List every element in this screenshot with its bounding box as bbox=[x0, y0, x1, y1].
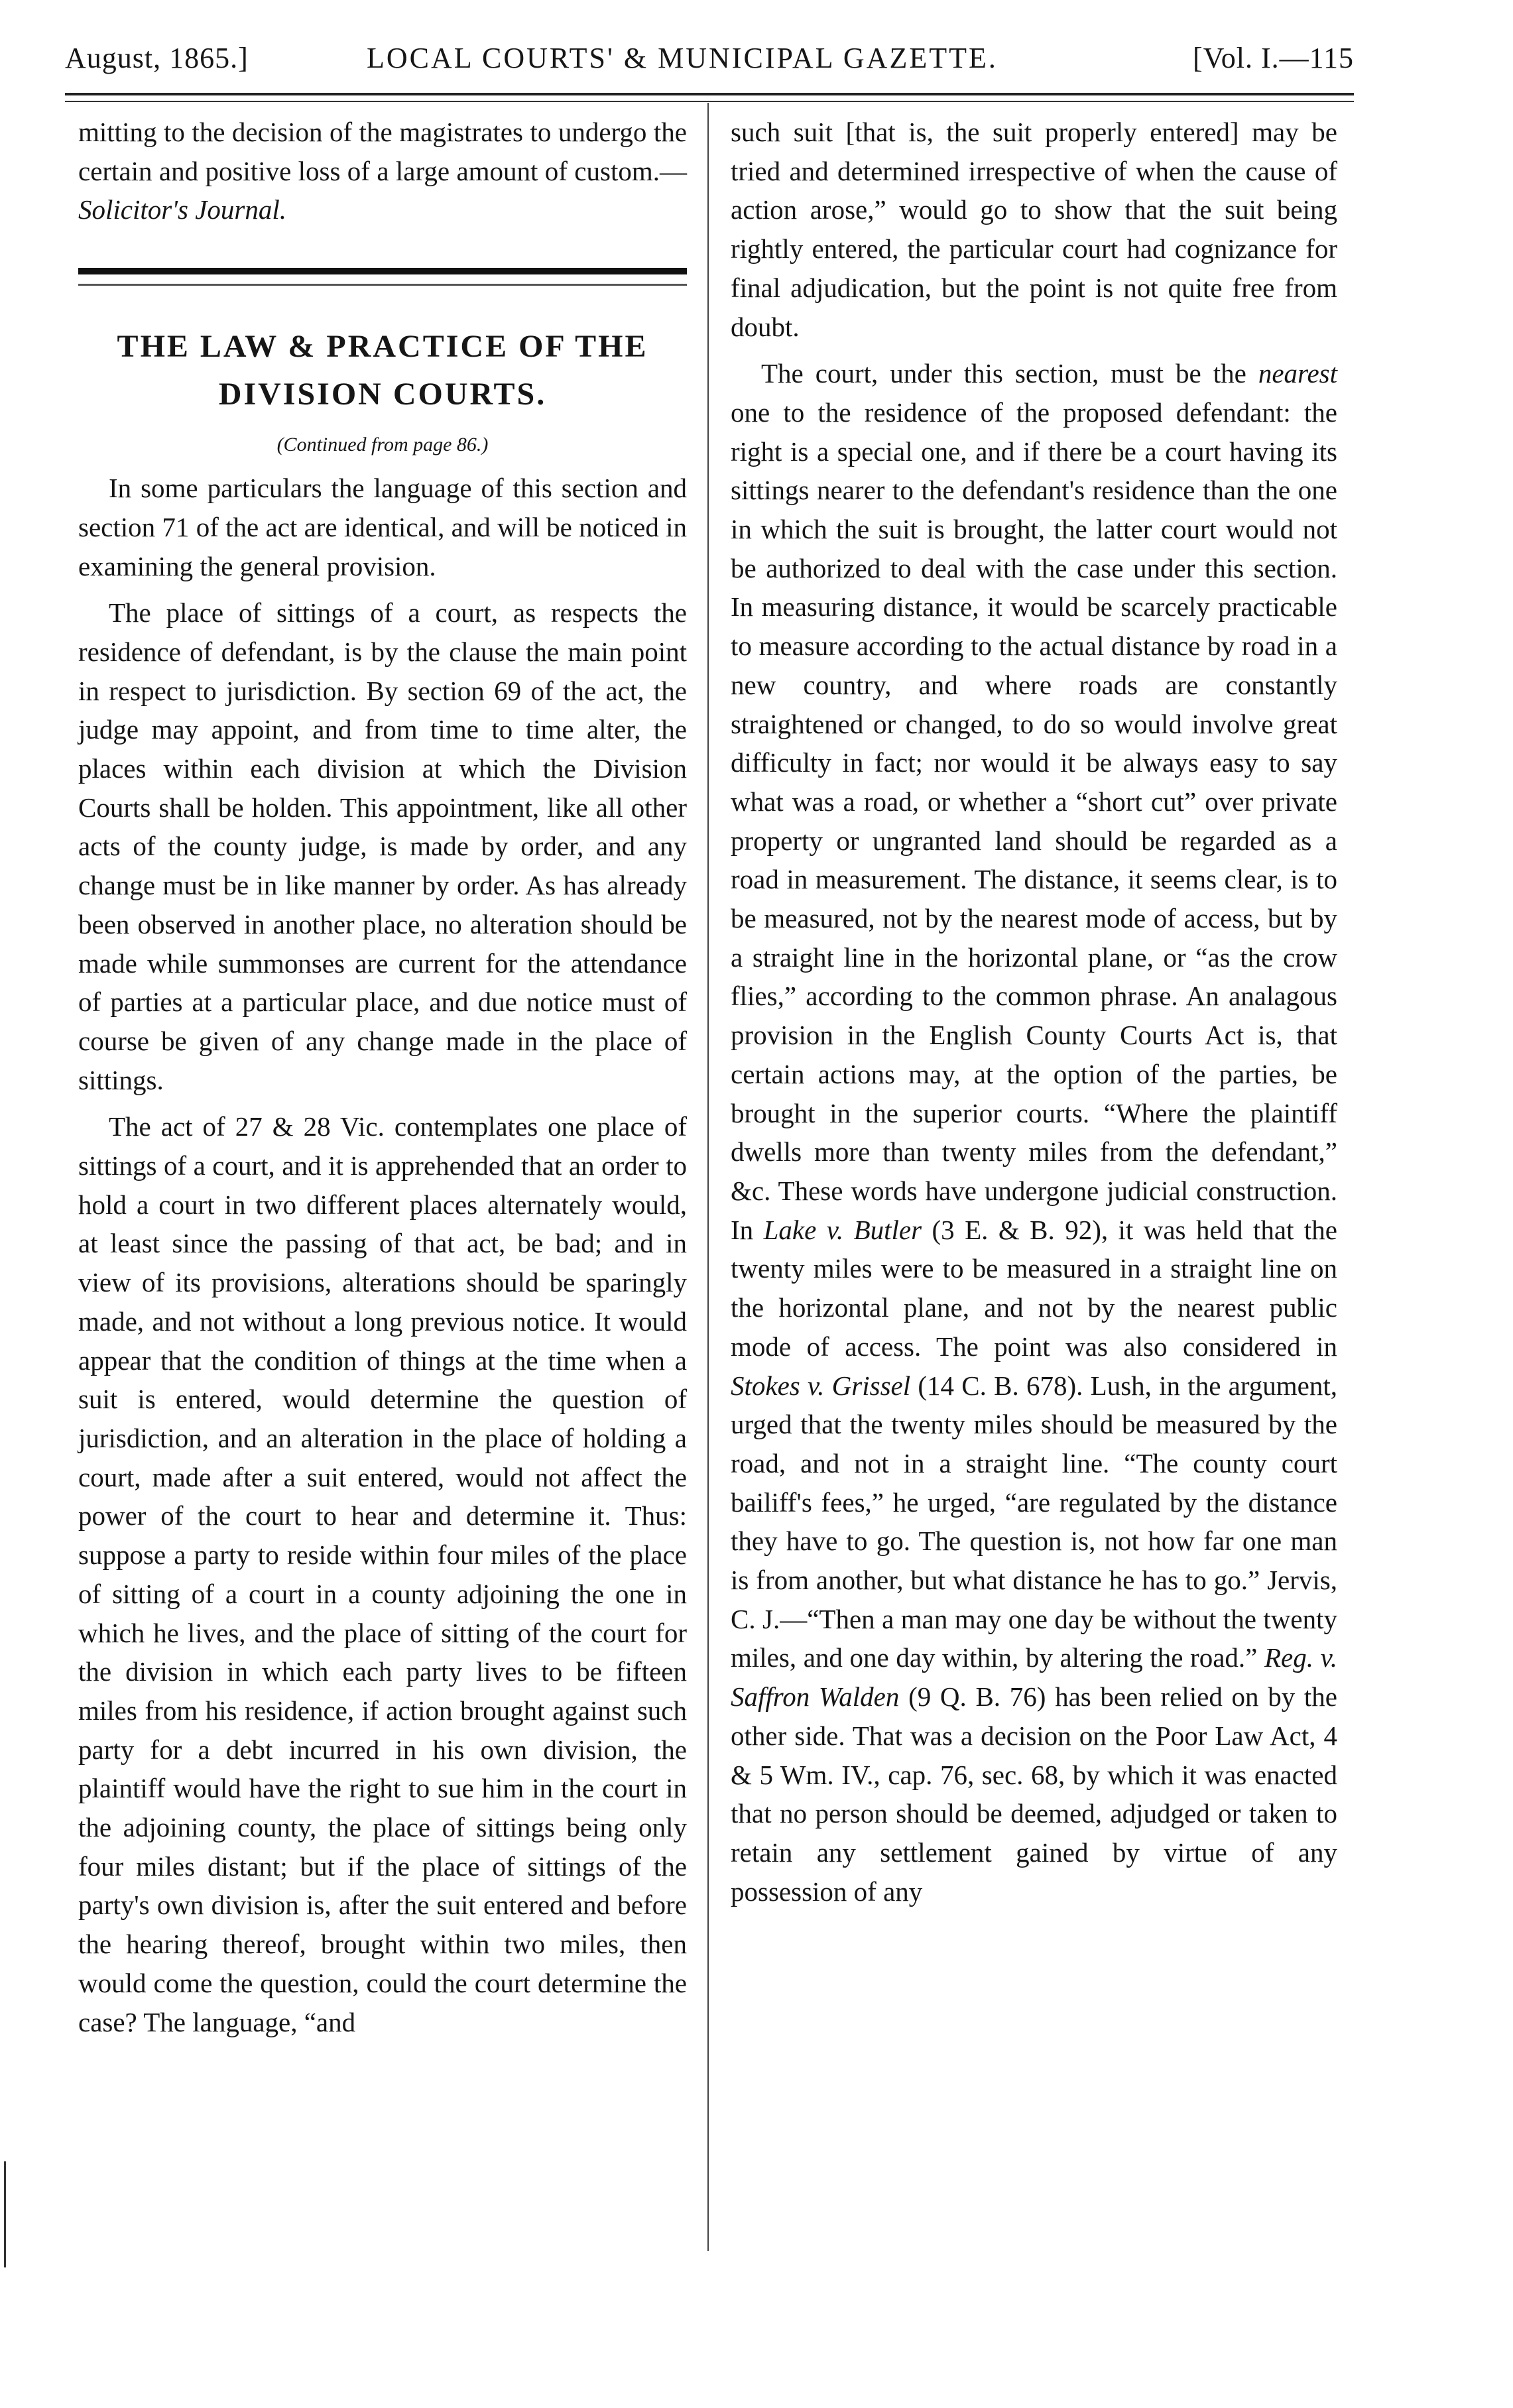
header-publication: LOCAL COURTS' & MUNICIPAL GAZETTE. bbox=[367, 42, 998, 74]
column-divider bbox=[707, 103, 709, 2251]
header-rule-thin bbox=[65, 101, 1354, 102]
continued-note: (Continued from page 86.) bbox=[276, 434, 489, 456]
header-volume-page: [Vol. I.—115 bbox=[1193, 42, 1354, 74]
header-rule-thick bbox=[65, 93, 1354, 95]
right-column bbox=[731, 113, 1337, 1911]
paragraph-2: The place of sittings of a court, as respects the residence of defendant, is by the clause the main point in respect to jurisdiction. By section 69 of the act, the judge may appoint, and from time to time alter, the places within each division at which the Division Courts shall be holden. This appointment, like all other acts of the county judge, is made by order, and any change must be in like manner by order. As has already been observed in another place, no alteration should be made while summonses are current for the attendance of parties at a particular place, and due notice must of course be given of any change made in the place of sittings. bbox=[78, 597, 687, 1095]
case-citation: Stokes v. Grissel bbox=[731, 1370, 911, 1401]
carryover-source: Solicitor's Journal. bbox=[78, 194, 286, 225]
paragraph-3: The act of 27 & 28 Vic. contemplates one place of sittings of a court, and it is apprehended that an order to hold a court in two different places alternately would, at least since the passing of that act, be bad; and in view of its provisions, alterations should be sparingly made, and not without a long previous notice. It would appear that the condition of things at the time when a suit is entered, would determine the question of jurisdiction, and an alteration in the place of holding a court, made after a suit entered, would not affect the power of the court to hear and determine it. Thus: suppose a party to reside within four miles of the place of sitting of a court in a county adjoining the one in which he lives, and the place of sitting of the court for the division in which each party lives to be fifteen miles from his residence, if action brought against such party for a debt incurred in his own division, the plaintiff would have the right to sue him in the court in the adjoining county, the place of sittings being only four miles distant; but if the place of sittings of the party's own division is, after the suit entered and before the hearing thereof, brought within two miles, then would come the question, could the court determine the case? The language, “and bbox=[78, 1111, 687, 2037]
scan-margin-mark bbox=[4, 2161, 6, 2267]
emphasis-nearest: nearest bbox=[1258, 358, 1337, 389]
left-column bbox=[78, 113, 687, 2041]
case-citation: Reg. v. Saffron Walden bbox=[731, 1642, 1337, 1713]
text-run: The court, under this section, must be the bbox=[761, 358, 1258, 389]
header-date: August, 1865.] bbox=[65, 42, 249, 74]
carryover-paragraph bbox=[78, 113, 687, 229]
right-paragraph-1: such suit [that is, the suit properly entered] may be tried and determined irrespective of when the cause of action arose,” would go to show that the suit being rightly entered, the particular court had cognizance for final adjudication, but the point is not quite free from doubt. bbox=[731, 117, 1337, 342]
case-citation: Lake v. Butler bbox=[763, 1214, 922, 1245]
text-run: one to the residence of the proposed defendant: the right is a special one, and if there be a court having its sittings nearer to the defendant's residence than the one in which the suit is brought, the latter court would not be authorized to deal with the case under this section. In measuring distance, it would be scarcely practicable to measure according to the actual distance by road in a new country, and where roads are constantly straightened or changed, to do so would involve great difficulty in fact; nor would it be always easy to say what was a road, or whether a “short cut” over private property or ungranted land should be regarded as a road in measurement. The distance, it seems clear, is to be measured, not by the nearest mode of access, but by a straight line in the horizontal plane, or “as the crow flies,” according to the common phrase. An analagous provision in the English County Courts Act is, that certain actions may, at the option of the parties, be brought in the superior courts. “Where the plaintiff dwells more than twenty miles from the defendant,” &c. These words have undergone judicial construction. In bbox=[731, 396, 1337, 1245]
paragraph-1: In some particulars the language of this section and section 71 of the act are identical, and will be noticed in examining the general provision. bbox=[78, 473, 687, 581]
running-header bbox=[65, 41, 1354, 88]
text-run: (9 Q. B. 76) has been relied on by the other side. That was a decision on the Poor Law Act, 4 & 5 Wm. IV., cap. 76, sec. 68, by which it was enacted that no person should be deemed, adjudged or taken to retain any settlement gained by virtue of any possession of any bbox=[731, 1681, 1337, 1907]
section-divider-rule bbox=[78, 268, 687, 286]
text-run: (14 C. B. 678). Lush, in the argument, urged that the twenty miles should be measured by the road, and not in a straight line. “The county court bailiff's fees,” he urged, “are regulated by the distance they have to go. The question is, not how far one man is from another, but what distance he has to go.” Jervis, C. J.—“Then a man may one day be without the twenty miles, and one day within, by altering the road.” bbox=[731, 1370, 1337, 1673]
right-paragraph-2 bbox=[731, 354, 1337, 1911]
text-run: (3 E. & B. 92), it was held that the twenty miles were to be measured in a straight line on the horizontal plane, and not by the nearest public mode of access. The point was also considered in bbox=[731, 1214, 1337, 1362]
section-title: THE LAW & PRACTICE OF THE DIVISION COURTS. bbox=[117, 329, 648, 412]
carryover-text: mitting to the decision of the magistrates to undergo the certain and positive loss of a large amount of custom.— bbox=[78, 117, 687, 186]
